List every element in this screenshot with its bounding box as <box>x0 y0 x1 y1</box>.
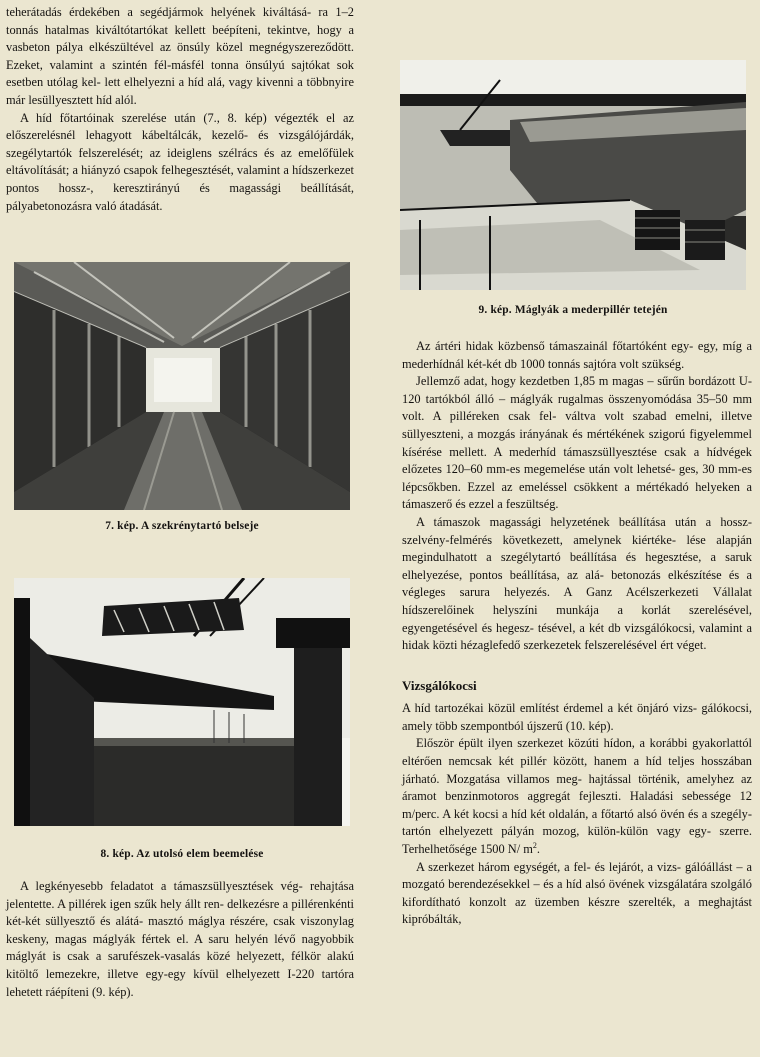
paragraph: A szerkezet három egységét, a fel- és lejárót, a vizs- gálóállást – a mozgató berendezésekkel – és a híd alsó övének vizsgálatára szolgáló kifordítható konzolt az üzemben készre szerelték, a meghajtást kipróbálták, <box>402 859 752 927</box>
paragraph-period: . <box>536 842 541 857</box>
photo-8-image <box>14 578 350 826</box>
paragraph: A híd főtartóinak szerelése után (7., 8. kép) végezték el az előszerelésnél lehagyott kábeltálcák, kezelő- és vizsgálójárdák, szegélytartók felszerelését; az ideiglens szélrács és az emelőfülek eltávolítását; a hiányzó csapok felhegesztését, valamint a hídszerkezet pontos hossz-, keresztirányú és magassági beállítását, pályabetonozásra való átadását. <box>6 110 354 213</box>
paragraph: A legkényesebb feladatot a támaszsüllyesztések vég- rehajtása jelentette. A pillérek igen szűk hely állt ren- delkezésre a pillérenkénti két-két süllyesztő és alátá- masztó máglya részére, csak viszonylag keskeny, magas máglyák fértek el. A saru helyén lévő nagyobbik máglyát is csak a sarufészek-vasalás közé helyezett, félkör alakú kitöltő lemezekre, illetve egy-egy kívül elhelyezett I-220 tartóra lehetett ráépíteni (9. kép). <box>6 879 354 999</box>
photo-7-caption: 7. kép. A szekrénytartó belseje <box>105 520 259 532</box>
photo-8-caption: 8. kép. Az utolsó elem beemelése <box>100 848 264 860</box>
paragraph: Az ártéri hidak közbenső támaszainál főtartóként egy- egy, míg a mederhídnál két-két db 1000 tonnás sajtóra volt szükség. <box>402 339 752 371</box>
photo-9-caption: 9. kép. Máglyák a mederpillér tetején <box>478 304 668 316</box>
photo-box-girder-interior <box>14 262 350 510</box>
paragraph: A híd tartozékai közül említést érdemel a két önjáró vizs- gálókocsi, amely több szempontból újszerű (10. kép). <box>402 701 752 733</box>
photo-last-element-lifting <box>14 578 350 826</box>
left-column-top-text <box>6 4 354 215</box>
left-column-bottom-text <box>6 878 354 1001</box>
section-heading: Vizsgálókocsi <box>402 677 477 693</box>
paragraph: Jellemző adat, hogy kezdetben 1,85 m magas – sűrűn bordázott U-120 tartókból álló – máglyák rugalmas összenyomódása 35–50 mm volt. A pilléreken csak fel- váltva volt szabad emelni, illetve süllyeszteni, a mozgás irányának és mértékének szigorú figyelemmel kísérése mellett. A mederhíd támaszsüllyesztése csak a hídvégek előzetes 120–60 mm-es megemelése után volt lehetsé- ges, 30 mm-es lépcsőkben. Ezzel az emeléssel csökkent a mértékadó helyeken a támaszerő és ezzel a feszültség. <box>402 374 752 512</box>
paragraph: A támaszok magassági helyzetének beállítása után a hossz-szelvény-felmérés következett, amelynek kiértéke- lése alapján megindulhatott a szegélytartó beállítása és hegesztése, a saruk elhelyezése, pontos beállítása, az alá- betonozás elkészítése és a végleges sarura helyezés. A Ganz Acélszerkezeti Vállalat hídszerelőinek helyszíni munkája a korlát szerelésével, egyengetésével és hegesz- tésével, a két db vizsgálókocsi, valamint a hidak közti hézaglefedő szerkezetek felszerelésével ért véget. <box>402 514 752 653</box>
photo-9-image <box>400 60 746 290</box>
photo-7-image <box>14 262 350 510</box>
paragraph-text: Először épült ilyen szerkezet közúti hídon, a korábbi gyakorlattól eltérően nemcsak két pillér között, hanem a híd teljes hosszában járható. Mozgatása villamos meg- hajtással történik, amelyhez az áramot benzinmotoros aggregát fejleszti. Haladási sebessége 12 m/perc. A két kocsi a híd két oldalán, a főtartó alsó övén és a szegély- tartón elhelyezett pályán mozog, külön-külön vagy egy- szerre. Terhelhetősége 1500 N/ m <box>402 736 752 857</box>
paragraph: teherátadás érdekében a segédjármok helyének kiváltásá- ra 1–2 tonnás hatalmas kiváltótartókat kellett beépíteni, tekintve, hogy a vasbeton pálya elkészültével az önsúly közel megnégyszereződött. Ezeket, valamint a szintén fél-másfél tonna önsúlyú sajtókat sok esetben utólag kel- lett elhelyezni a híd alá, vagy kivenni a többnyire már lesüllyesztett híd alól. <box>6 5 354 107</box>
right-column-text <box>402 338 752 929</box>
paragraph <box>402 735 752 858</box>
photo-pier-stacks <box>400 60 746 290</box>
superscript: 2 <box>532 840 537 850</box>
